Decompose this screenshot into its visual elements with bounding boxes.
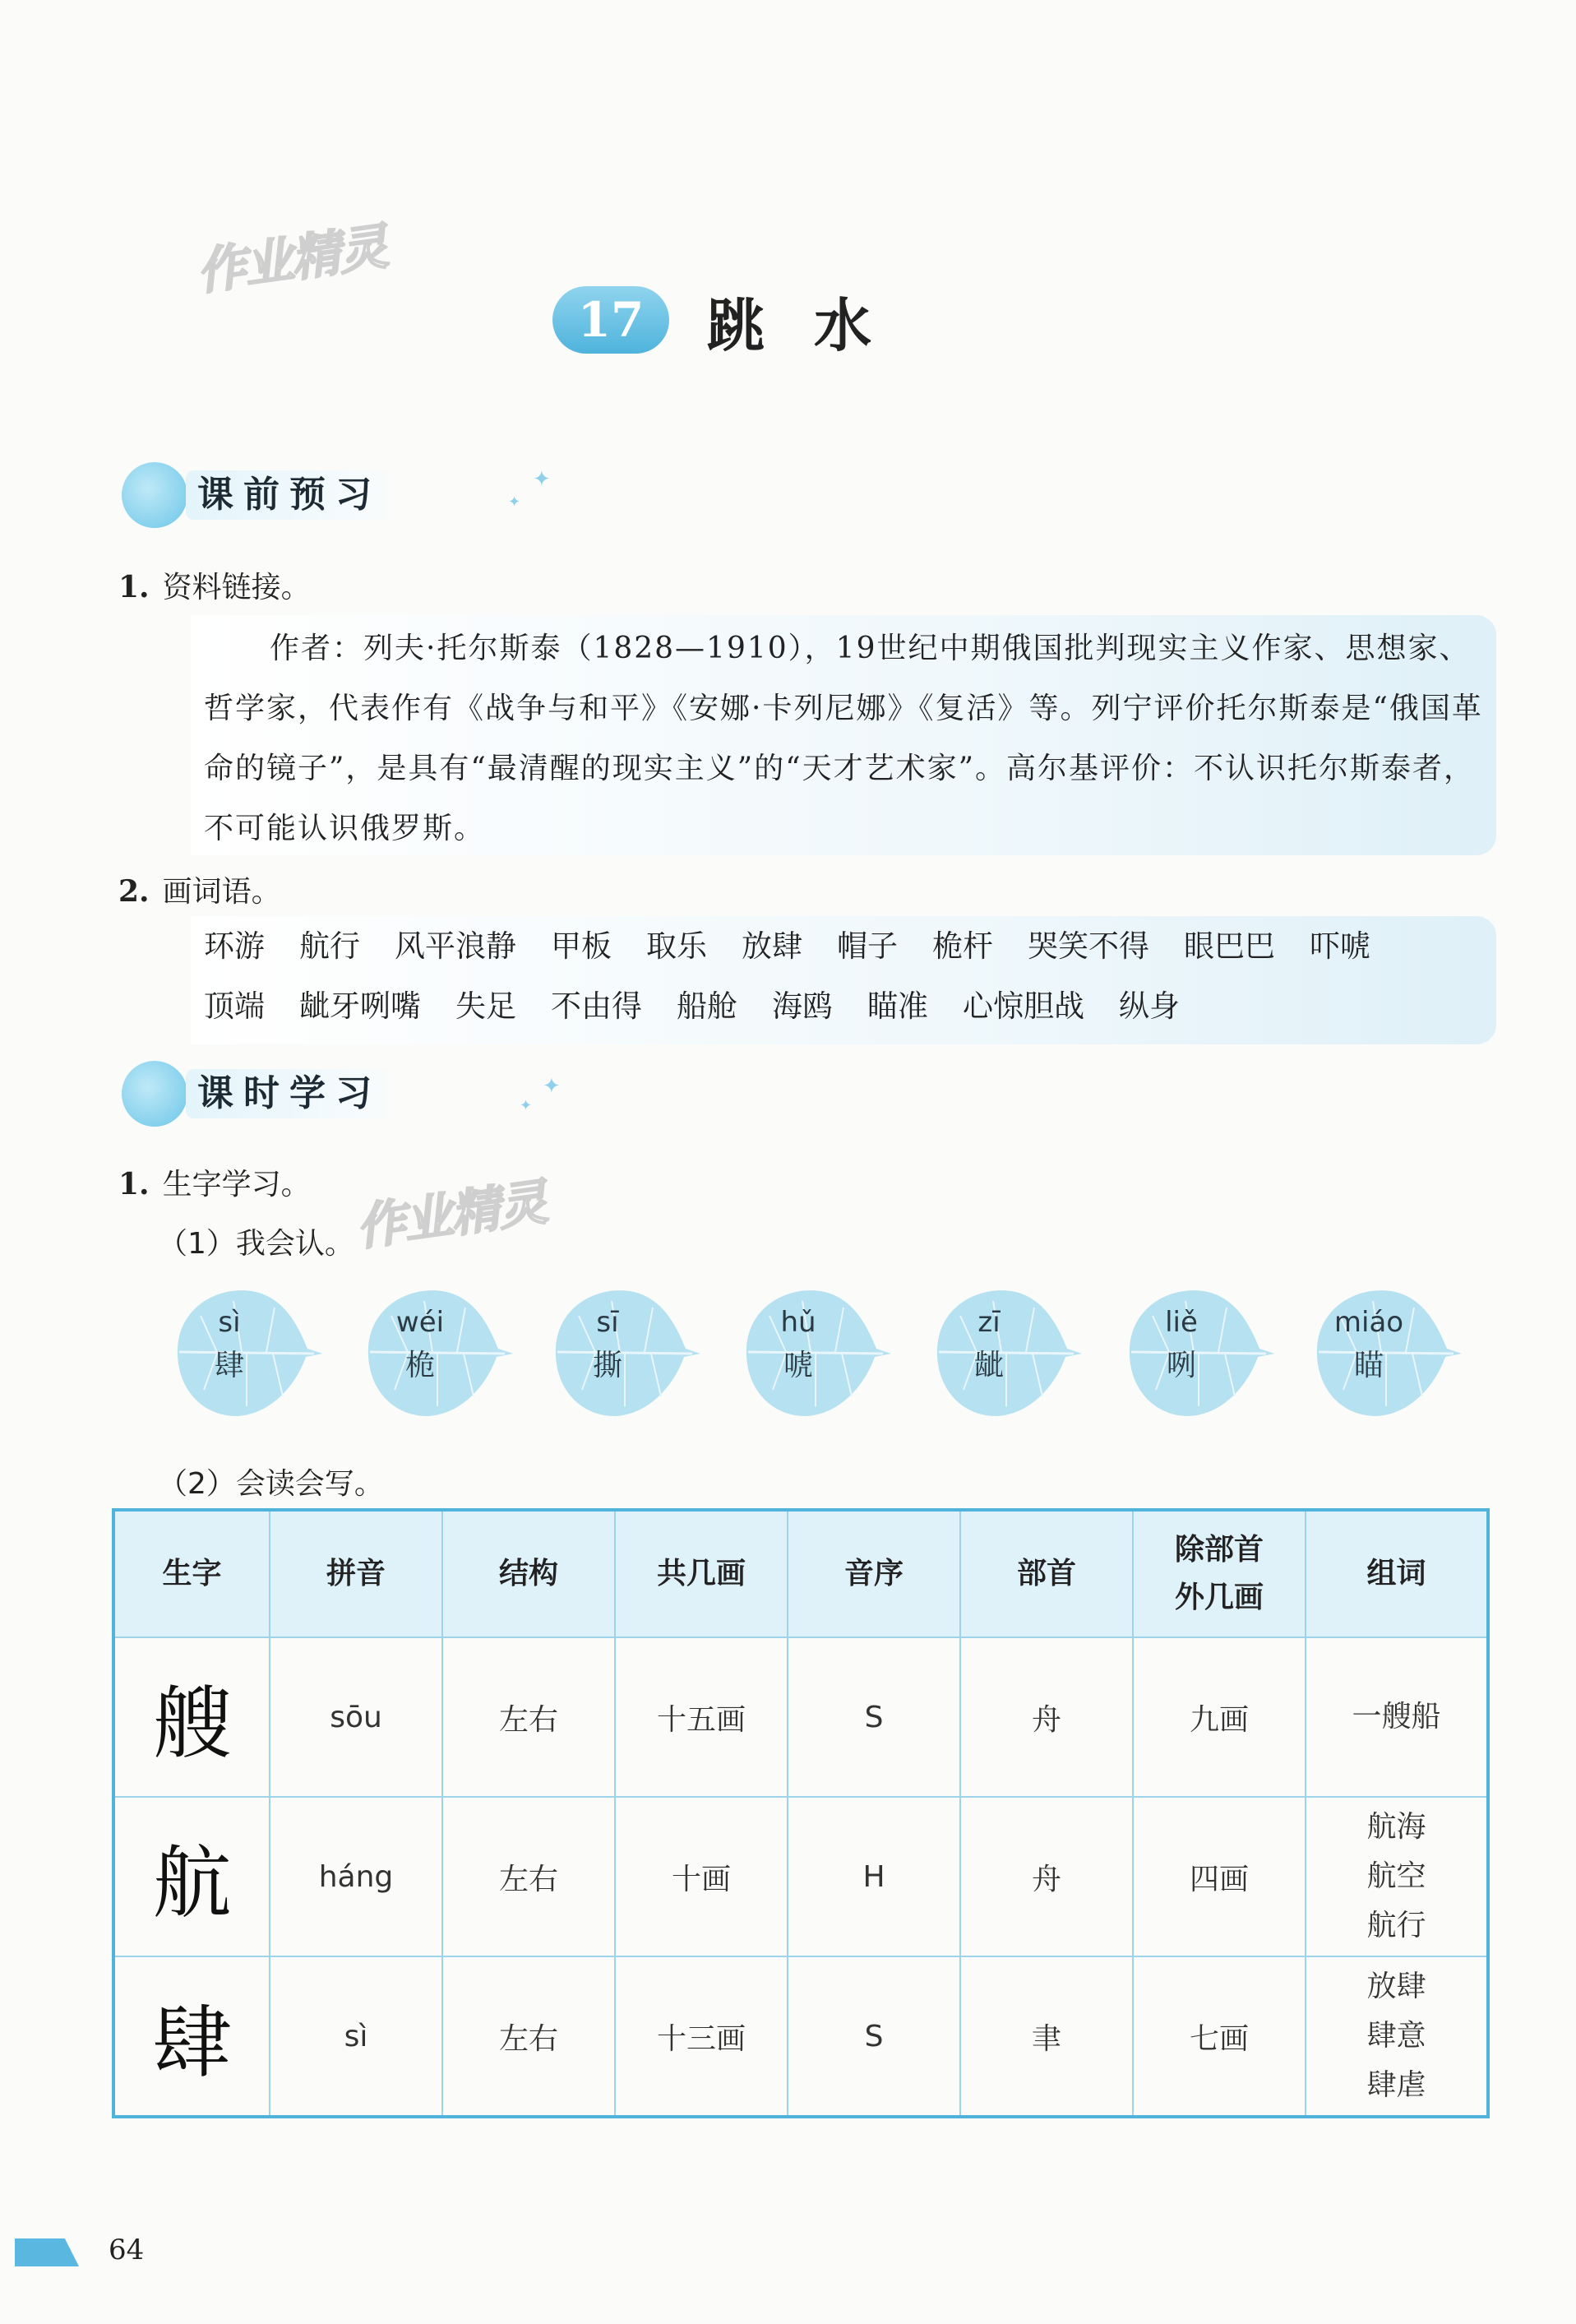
pinyin: liě [1165, 1306, 1198, 1339]
cell-char: 肆 [113, 1956, 270, 2117]
word: 肆虐 [1366, 2068, 1426, 2102]
part-1-label: （1）我会认。 [158, 1227, 354, 1261]
table-row [113, 1797, 1488, 1956]
word: 放肆 [742, 928, 802, 964]
section-header-preview [122, 462, 551, 528]
character: 瞄 [1353, 1349, 1384, 1382]
word: 肆意 [1366, 2019, 1426, 2053]
character: 肆 [214, 1349, 244, 1382]
leaf-card [1307, 1283, 1455, 1421]
mascot-icon [122, 462, 187, 528]
lesson-number-badge: 17 [552, 286, 669, 354]
word: 不由得 [551, 988, 642, 1024]
word: 纵身 [1119, 988, 1180, 1024]
character: 唬 [783, 1349, 813, 1382]
cell-radical: 舟 [960, 1637, 1133, 1797]
word: 船舱 [677, 988, 737, 1024]
col-header-line: 除部首 [1174, 1533, 1264, 1567]
col-header [1133, 1510, 1306, 1637]
cell-pinyin: sōu [270, 1637, 442, 1797]
word: 航空 [1366, 1859, 1426, 1893]
word: 帽子 [837, 928, 898, 964]
word: 一艘船 [1352, 1700, 1441, 1734]
cell-char: 航 [113, 1797, 270, 1956]
leaf-card [358, 1283, 506, 1421]
cell-rest-strokes: 七画 [1133, 1956, 1306, 2117]
passage-text: 作者：列夫·托尔斯泰（1828—1910），19世纪中期俄国批判现实主义作家、思想家、哲学家，代表作有《战争与和平》《安娜·卡列尼娜》《复活》等。列宁评价托尔斯泰是“俄国革命的镜子”，是具有“最清醒的现实主义”的“天才艺术家”。高尔基评价：不认识托尔斯泰者，不可能认识俄罗斯。 [204, 632, 1483, 845]
word: 哭笑不得 [1028, 928, 1149, 964]
pinyin: zī [977, 1306, 1001, 1339]
question-1 [118, 564, 311, 606]
leaf-card [737, 1283, 885, 1421]
cell-structure: 左右 [442, 1956, 615, 2117]
cell-radical: 聿 [960, 1956, 1133, 2117]
section-title: 课前预习 [186, 470, 403, 520]
leaf-card [546, 1283, 694, 1421]
star-icon: ✦ [533, 467, 551, 492]
watermark: 作业精灵 [192, 218, 391, 302]
col-header: 音序 [788, 1510, 960, 1637]
cell-words [1306, 1637, 1488, 1797]
cell-strokes: 十画 [615, 1797, 788, 1956]
character: 龇 [973, 1349, 1004, 1382]
character: 桅 [404, 1349, 435, 1382]
section-header-study [122, 1061, 561, 1127]
cell-words [1306, 1956, 1488, 2117]
leaf-card [927, 1283, 1075, 1421]
lesson-title: 跳水 [707, 291, 921, 359]
cell-radical: 舟 [960, 1797, 1133, 1956]
word: 航海 [1366, 1810, 1426, 1844]
page-tab-marker [15, 2238, 79, 2266]
cell-structure: 左右 [442, 1797, 615, 1956]
page-number: 64 [109, 2234, 145, 2266]
table-header-row [113, 1510, 1488, 1637]
word: 航行 [1366, 1909, 1426, 1942]
cell-order: H [788, 1797, 960, 1956]
watermark: 作业精灵 [352, 1174, 550, 1257]
col-header: 部首 [960, 1510, 1133, 1637]
question-2 [118, 868, 281, 910]
star-icon: ✦ [543, 1074, 561, 1099]
cell-strokes: 十三画 [615, 1956, 788, 2117]
cell-strokes: 十五画 [615, 1637, 788, 1797]
question-number: 1. [118, 1167, 150, 1201]
col-header-line: 外几画 [1174, 1581, 1264, 1614]
pinyin: hǔ [780, 1306, 816, 1339]
col-header: 结构 [442, 1510, 615, 1637]
section-title: 课时学习 [186, 1069, 403, 1118]
table-row [113, 1956, 1488, 2117]
question-text: 生字学习。 [162, 1168, 311, 1201]
character: 咧 [1166, 1349, 1196, 1382]
question-number: 1. [118, 570, 150, 604]
pinyin: wéi [395, 1306, 445, 1339]
word: 失足 [455, 988, 516, 1024]
word-panel [191, 916, 1496, 1044]
star-icon: ✦ [508, 493, 521, 511]
character: 撕 [592, 1349, 622, 1382]
word: 眼巴巴 [1184, 928, 1275, 964]
cell-rest-strokes: 四画 [1133, 1797, 1306, 1956]
word-row [191, 916, 1496, 976]
table-row [113, 1637, 1488, 1797]
word-row [191, 976, 1496, 1036]
cell-words [1306, 1797, 1488, 1956]
pinyin: sì [218, 1306, 241, 1339]
word: 放肆 [1366, 1970, 1426, 2003]
question-text: 资料链接。 [162, 571, 311, 604]
word: 甲板 [551, 928, 612, 964]
pinyin: sī [596, 1306, 619, 1339]
pinyin: miáo [1333, 1306, 1404, 1339]
word: 海鸥 [772, 988, 833, 1024]
word: 取乐 [646, 928, 707, 964]
cell-rest-strokes: 九画 [1133, 1637, 1306, 1797]
question-1-study [118, 1161, 311, 1203]
cell-char: 艘 [113, 1637, 270, 1797]
word: 吓唬 [1310, 928, 1370, 964]
col-header: 组词 [1306, 1510, 1488, 1637]
mascot-icon [122, 1061, 187, 1127]
character-table [112, 1508, 1490, 2118]
leaf-card [1120, 1283, 1268, 1421]
cell-structure: 左右 [442, 1637, 615, 1797]
word: 环游 [204, 928, 265, 964]
passage-panel [191, 615, 1496, 855]
word: 龇牙咧嘴 [299, 988, 421, 1024]
leaf-card [168, 1283, 316, 1421]
col-header: 共几画 [615, 1510, 788, 1637]
col-header: 生字 [113, 1510, 270, 1637]
word: 心惊胆战 [963, 988, 1084, 1024]
word: 航行 [299, 928, 360, 964]
question-number: 2. [118, 874, 150, 909]
word: 风平浪静 [395, 928, 516, 964]
cell-pinyin: sì [270, 1956, 442, 2117]
star-icon: ✦ [520, 1097, 533, 1114]
cell-pinyin: háng [270, 1797, 442, 1956]
word: 瞄准 [867, 988, 928, 1024]
cell-order: S [788, 1956, 960, 2117]
col-header: 拼音 [270, 1510, 442, 1637]
question-text: 画词语。 [162, 875, 281, 909]
word: 顶端 [204, 988, 265, 1024]
part-2-label: （2）会读会写。 [158, 1467, 384, 1501]
word: 桅杆 [932, 928, 993, 964]
cell-order: S [788, 1637, 960, 1797]
